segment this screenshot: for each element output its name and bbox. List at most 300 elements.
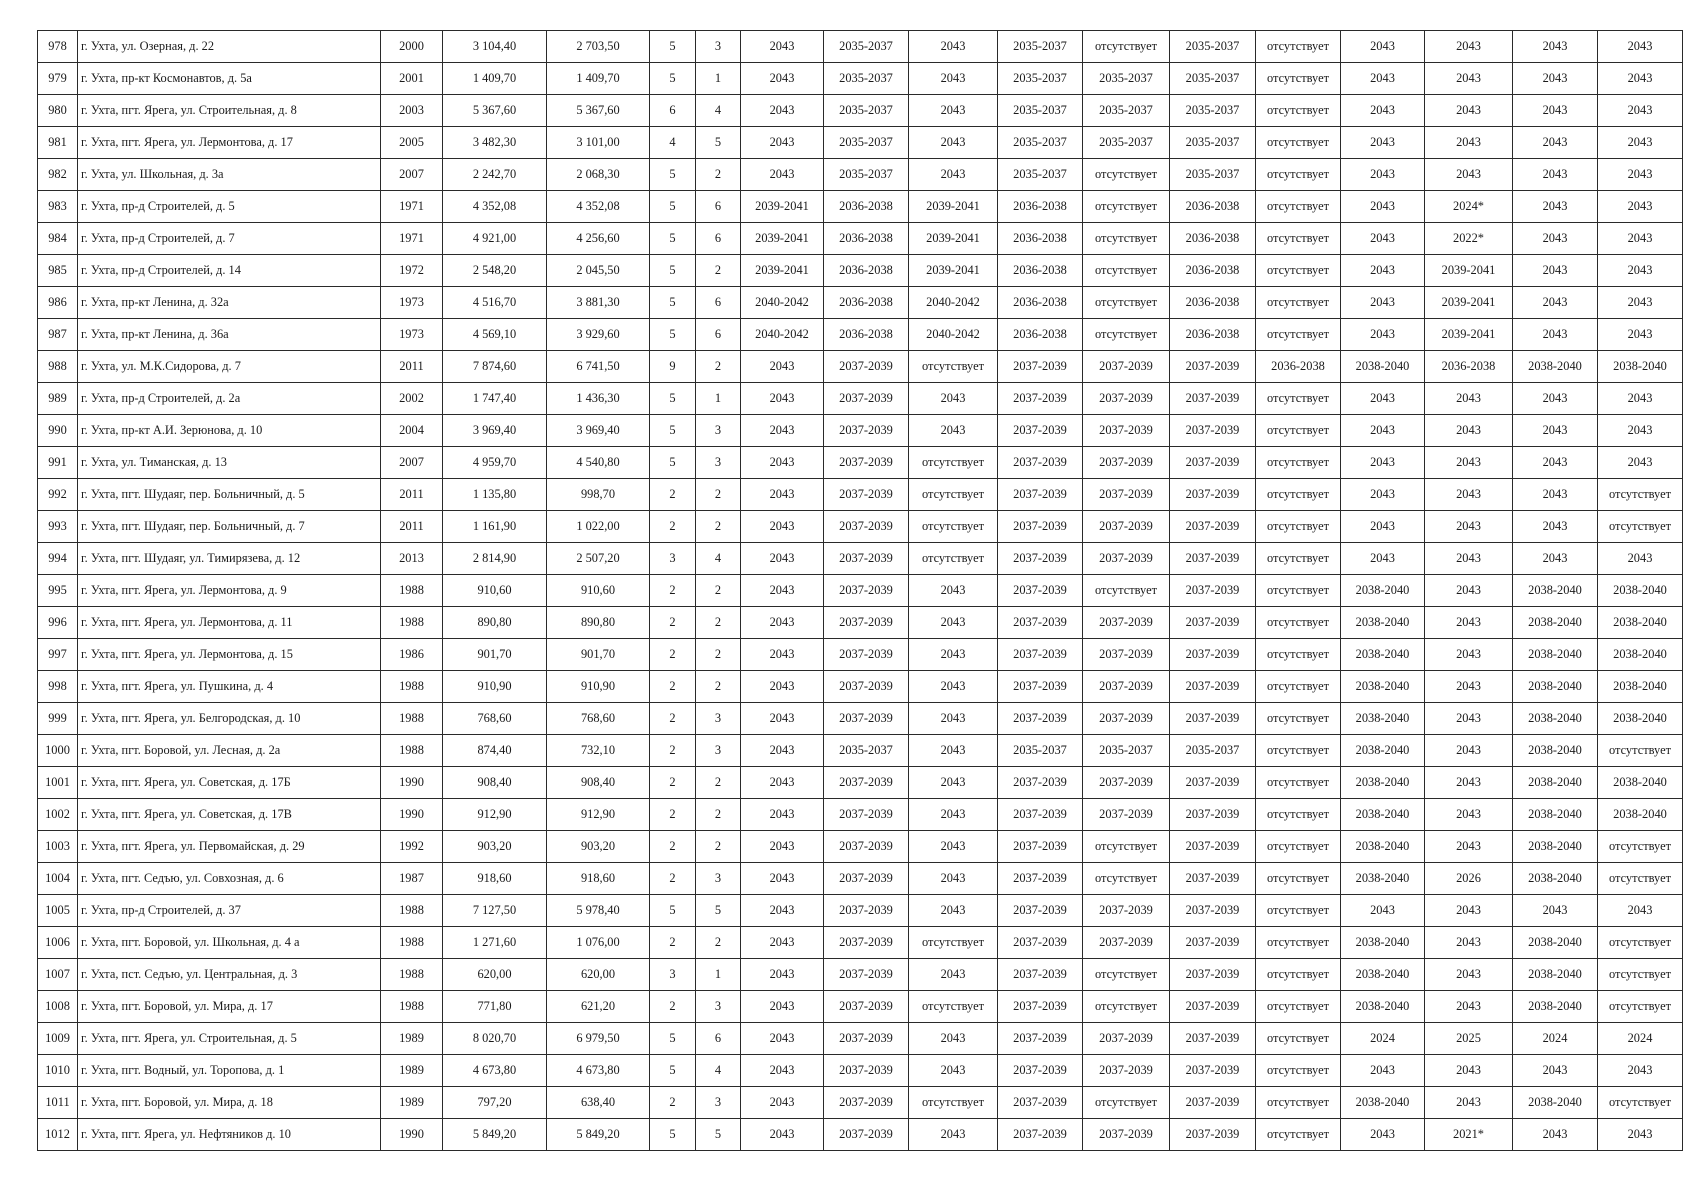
cell-heating-repair-period: отсутствует <box>909 447 998 479</box>
cell-elevator-repair-period: 2043 <box>1425 895 1513 927</box>
cell-hot-water-repair-period: отсутствует <box>1083 31 1170 63</box>
cell-electric-repair-period: 2035-2037 <box>1170 127 1256 159</box>
cell-heating-repair-period: 2043 <box>909 671 998 703</box>
cell-total-area: 797,20 <box>443 1087 547 1119</box>
cell-cold-water-repair-period: 2037-2039 <box>998 383 1083 415</box>
cell-floors: 3 <box>650 959 696 991</box>
cell-facade-repair-period: 2037-2039 <box>824 383 909 415</box>
table-row <box>38 831 1683 863</box>
cell-total-area: 910,60 <box>443 575 547 607</box>
cell-gas-repair-period: отсутствует <box>1256 1087 1341 1119</box>
cell-cold-water-repair-period: 2035-2037 <box>998 159 1083 191</box>
cell-basement-repair-period: 2043 <box>1598 447 1683 479</box>
cell-sewerage-repair-period: 2038-2040 <box>1341 991 1425 1023</box>
cell-elevator-repair-period: 2043 <box>1425 1087 1513 1119</box>
cell-living-area: 1 076,00 <box>547 927 650 959</box>
cell-build-year: 2007 <box>381 447 443 479</box>
cell-heating-repair-period: 2043 <box>909 31 998 63</box>
cell-total-area: 4 516,70 <box>443 287 547 319</box>
cell-total-area: 768,60 <box>443 703 547 735</box>
cell-entrances: 2 <box>696 767 741 799</box>
cell-facade-repair-period: 2036-2038 <box>824 287 909 319</box>
cell-heating-repair-period: 2043 <box>909 127 998 159</box>
cell-sewerage-repair-period: 2043 <box>1341 63 1425 95</box>
cell-build-year: 1989 <box>381 1023 443 1055</box>
cell-row-number: 1001 <box>38 767 78 799</box>
cell-sewerage-repair-period: 2043 <box>1341 1055 1425 1087</box>
cell-total-area: 4 673,80 <box>443 1055 547 1087</box>
cell-elevator-repair-period: 2026 <box>1425 863 1513 895</box>
cell-heating-repair-period: 2043 <box>909 895 998 927</box>
cell-sewerage-repair-period: 2043 <box>1341 319 1425 351</box>
cell-entrances: 6 <box>696 319 741 351</box>
cell-cold-water-repair-period: 2037-2039 <box>998 607 1083 639</box>
cell-entrances: 5 <box>696 127 741 159</box>
cell-total-area: 771,80 <box>443 991 547 1023</box>
cell-gas-repair-period: отсутствует <box>1256 895 1341 927</box>
cell-row-number: 1000 <box>38 735 78 767</box>
cell-sewerage-repair-period: 2038-2040 <box>1341 671 1425 703</box>
cell-hot-water-repair-period: 2037-2039 <box>1083 927 1170 959</box>
cell-gas-repair-period: отсутствует <box>1256 479 1341 511</box>
cell-heating-repair-period: 2043 <box>909 1119 998 1151</box>
cell-electric-repair-period: 2037-2039 <box>1170 831 1256 863</box>
cell-cold-water-repair-period: 2037-2039 <box>998 1119 1083 1151</box>
cell-hot-water-repair-period: 2037-2039 <box>1083 799 1170 831</box>
cell-cold-water-repair-period: 2036-2038 <box>998 255 1083 287</box>
cell-total-area: 918,60 <box>443 863 547 895</box>
cell-total-area: 1 135,80 <box>443 479 547 511</box>
cell-foundation-repair-period: 2038-2040 <box>1513 575 1598 607</box>
cell-electric-repair-period: 2037-2039 <box>1170 959 1256 991</box>
cell-address: г. Ухта, пр-д Строителей, д. 5 <box>78 191 381 223</box>
cell-address: г. Ухта, пгт. Ярега, ул. Лермонтова, д. 9 <box>78 575 381 607</box>
cell-hot-water-repair-period: 2037-2039 <box>1083 479 1170 511</box>
cell-basement-repair-period: 2043 <box>1598 159 1683 191</box>
cell-facade-repair-period: 2037-2039 <box>824 895 909 927</box>
cell-total-area: 2 814,90 <box>443 543 547 575</box>
cell-entrances: 2 <box>696 831 741 863</box>
table-row <box>38 287 1683 319</box>
cell-elevator-repair-period: 2043 <box>1425 607 1513 639</box>
cell-entrances: 2 <box>696 927 741 959</box>
cell-entrances: 4 <box>696 1055 741 1087</box>
cell-elevator-repair-period: 2043 <box>1425 639 1513 671</box>
cell-build-year: 2004 <box>381 415 443 447</box>
cell-roof-repair-period: 2043 <box>741 927 824 959</box>
cell-elevator-repair-period: 2022* <box>1425 223 1513 255</box>
table-row <box>38 799 1683 831</box>
cell-heating-repair-period: 2039-2041 <box>909 255 998 287</box>
cell-elevator-repair-period: 2036-2038 <box>1425 351 1513 383</box>
cell-address: г. Ухта, пгт. Ярега, ул. Строительная, д. 5 <box>78 1023 381 1055</box>
cell-living-area: 3 969,40 <box>547 415 650 447</box>
cell-living-area: 4 352,08 <box>547 191 650 223</box>
table-row <box>38 255 1683 287</box>
cell-sewerage-repair-period: 2038-2040 <box>1341 607 1425 639</box>
cell-electric-repair-period: 2037-2039 <box>1170 703 1256 735</box>
cell-basement-repair-period: 2043 <box>1598 95 1683 127</box>
cell-entrances: 1 <box>696 959 741 991</box>
cell-electric-repair-period: 2035-2037 <box>1170 95 1256 127</box>
cell-build-year: 2003 <box>381 95 443 127</box>
cell-heating-repair-period: 2043 <box>909 1023 998 1055</box>
cell-living-area: 4 256,60 <box>547 223 650 255</box>
cell-address: г. Ухта, пгт. Седъю, ул. Совхозная, д. 6 <box>78 863 381 895</box>
cell-address: г. Ухта, пр-кт Ленина, д. 36а <box>78 319 381 351</box>
cell-total-area: 901,70 <box>443 639 547 671</box>
cell-foundation-repair-period: 2043 <box>1513 1055 1598 1087</box>
cell-address: г. Ухта, ул. М.К.Сидорова, д. 7 <box>78 351 381 383</box>
cell-living-area: 5 978,40 <box>547 895 650 927</box>
cell-row-number: 997 <box>38 639 78 671</box>
cell-sewerage-repair-period: 2038-2040 <box>1341 831 1425 863</box>
cell-cold-water-repair-period: 2037-2039 <box>998 767 1083 799</box>
cell-cold-water-repair-period: 2037-2039 <box>998 543 1083 575</box>
cell-build-year: 1988 <box>381 895 443 927</box>
table-row <box>38 671 1683 703</box>
cell-row-number: 1005 <box>38 895 78 927</box>
cell-total-area: 1 409,70 <box>443 63 547 95</box>
cell-gas-repair-period: отсутствует <box>1256 543 1341 575</box>
cell-elevator-repair-period: 2043 <box>1425 735 1513 767</box>
cell-row-number: 988 <box>38 351 78 383</box>
cell-hot-water-repair-period: отсутствует <box>1083 863 1170 895</box>
cell-build-year: 2011 <box>381 479 443 511</box>
cell-build-year: 2011 <box>381 351 443 383</box>
cell-address: г. Ухта, пгт. Ярега, ул. Лермонтова, д. 11 <box>78 607 381 639</box>
cell-elevator-repair-period: 2043 <box>1425 543 1513 575</box>
cell-total-area: 2 548,20 <box>443 255 547 287</box>
cell-facade-repair-period: 2037-2039 <box>824 575 909 607</box>
cell-gas-repair-period: отсутствует <box>1256 1023 1341 1055</box>
cell-total-area: 2 242,70 <box>443 159 547 191</box>
cell-basement-repair-period: 2043 <box>1598 63 1683 95</box>
cell-basement-repair-period: 2043 <box>1598 543 1683 575</box>
cell-elevator-repair-period: 2043 <box>1425 383 1513 415</box>
cell-entrances: 6 <box>696 223 741 255</box>
cell-build-year: 1989 <box>381 1055 443 1087</box>
cell-address: г. Ухта, пр-д Строителей, д. 2а <box>78 383 381 415</box>
cell-address: г. Ухта, пгт. Боровой, ул. Мира, д. 18 <box>78 1087 381 1119</box>
cell-heating-repair-period: 2040-2042 <box>909 287 998 319</box>
cell-hot-water-repair-period: отсутствует <box>1083 223 1170 255</box>
cell-roof-repair-period: 2043 <box>741 799 824 831</box>
cell-living-area: 3 881,30 <box>547 287 650 319</box>
cell-foundation-repair-period: 2043 <box>1513 543 1598 575</box>
cell-living-area: 5 849,20 <box>547 1119 650 1151</box>
table-row <box>38 95 1683 127</box>
cell-foundation-repair-period: 2043 <box>1513 415 1598 447</box>
cell-cold-water-repair-period: 2037-2039 <box>998 927 1083 959</box>
cell-foundation-repair-period: 2038-2040 <box>1513 351 1598 383</box>
cell-entrances: 3 <box>696 863 741 895</box>
cell-floors: 2 <box>650 671 696 703</box>
cell-living-area: 5 367,60 <box>547 95 650 127</box>
cell-basement-repair-period: 2038-2040 <box>1598 703 1683 735</box>
cell-gas-repair-period: отсутствует <box>1256 703 1341 735</box>
cell-entrances: 2 <box>696 607 741 639</box>
cell-living-area: 1 436,30 <box>547 383 650 415</box>
cell-heating-repair-period: 2043 <box>909 831 998 863</box>
table-row <box>38 575 1683 607</box>
cell-roof-repair-period: 2043 <box>741 1055 824 1087</box>
cell-gas-repair-period: отсутствует <box>1256 767 1341 799</box>
cell-cold-water-repair-period: 2035-2037 <box>998 31 1083 63</box>
table-row <box>38 1055 1683 1087</box>
cell-floors: 2 <box>650 639 696 671</box>
cell-cold-water-repair-period: 2036-2038 <box>998 287 1083 319</box>
cell-hot-water-repair-period: 2037-2039 <box>1083 671 1170 703</box>
cell-living-area: 908,40 <box>547 767 650 799</box>
table-row <box>38 351 1683 383</box>
cell-living-area: 910,60 <box>547 575 650 607</box>
cell-foundation-repair-period: 2038-2040 <box>1513 831 1598 863</box>
cell-facade-repair-period: 2036-2038 <box>824 255 909 287</box>
table-row <box>38 447 1683 479</box>
cell-electric-repair-period: 2036-2038 <box>1170 191 1256 223</box>
cell-cold-water-repair-period: 2037-2039 <box>998 479 1083 511</box>
cell-elevator-repair-period: 2043 <box>1425 767 1513 799</box>
cell-elevator-repair-period: 2039-2041 <box>1425 255 1513 287</box>
cell-roof-repair-period: 2040-2042 <box>741 287 824 319</box>
cell-facade-repair-period: 2037-2039 <box>824 959 909 991</box>
cell-row-number: 1011 <box>38 1087 78 1119</box>
cell-build-year: 1988 <box>381 735 443 767</box>
cell-address: г. Ухта, пгт. Шудаяг, пер. Больничный, д. 7 <box>78 511 381 543</box>
cell-electric-repair-period: 2036-2038 <box>1170 255 1256 287</box>
cell-facade-repair-period: 2037-2039 <box>824 767 909 799</box>
cell-hot-water-repair-period: 2037-2039 <box>1083 383 1170 415</box>
cell-address: г. Ухта, пгт. Боровой, ул. Школьная, д. 4 а <box>78 927 381 959</box>
cell-elevator-repair-period: 2043 <box>1425 831 1513 863</box>
cell-hot-water-repair-period: 2037-2039 <box>1083 639 1170 671</box>
cell-row-number: 991 <box>38 447 78 479</box>
cell-basement-repair-period: 2024 <box>1598 1023 1683 1055</box>
cell-build-year: 2002 <box>381 383 443 415</box>
cell-sewerage-repair-period: 2038-2040 <box>1341 639 1425 671</box>
cell-sewerage-repair-period: 2038-2040 <box>1341 351 1425 383</box>
cell-roof-repair-period: 2043 <box>741 575 824 607</box>
cell-floors: 2 <box>650 927 696 959</box>
cell-elevator-repair-period: 2043 <box>1425 575 1513 607</box>
cell-electric-repair-period: 2035-2037 <box>1170 31 1256 63</box>
table-row <box>38 511 1683 543</box>
cell-gas-repair-period: отсутствует <box>1256 415 1341 447</box>
cell-basement-repair-period: 2038-2040 <box>1598 799 1683 831</box>
cell-foundation-repair-period: 2024 <box>1513 1023 1598 1055</box>
cell-elevator-repair-period: 2043 <box>1425 127 1513 159</box>
cell-floors: 5 <box>650 1023 696 1055</box>
cell-cold-water-repair-period: 2037-2039 <box>998 959 1083 991</box>
cell-total-area: 908,40 <box>443 767 547 799</box>
cell-facade-repair-period: 2037-2039 <box>824 511 909 543</box>
cell-living-area: 3 929,60 <box>547 319 650 351</box>
cell-basement-repair-period: 2043 <box>1598 255 1683 287</box>
cell-roof-repair-period: 2043 <box>741 95 824 127</box>
cell-hot-water-repair-period: отсутствует <box>1083 287 1170 319</box>
cell-sewerage-repair-period: 2043 <box>1341 1119 1425 1151</box>
cell-heating-repair-period: 2043 <box>909 575 998 607</box>
cell-row-number: 1006 <box>38 927 78 959</box>
cell-entrances: 6 <box>696 191 741 223</box>
cell-build-year: 1973 <box>381 287 443 319</box>
cell-address: г. Ухта, пгт. Водный, ул. Торопова, д. 1 <box>78 1055 381 1087</box>
cell-cold-water-repair-period: 2037-2039 <box>998 1023 1083 1055</box>
table-row <box>38 1119 1683 1151</box>
cell-roof-repair-period: 2043 <box>741 447 824 479</box>
cell-facade-repair-period: 2035-2037 <box>824 95 909 127</box>
cell-total-area: 874,40 <box>443 735 547 767</box>
cell-heating-repair-period: отсутствует <box>909 927 998 959</box>
table-row <box>38 607 1683 639</box>
cell-basement-repair-period: 2038-2040 <box>1598 671 1683 703</box>
cell-roof-repair-period: 2043 <box>741 863 824 895</box>
cell-hot-water-repair-period: 2037-2039 <box>1083 895 1170 927</box>
cell-total-area: 1 747,40 <box>443 383 547 415</box>
table-row <box>38 703 1683 735</box>
cell-foundation-repair-period: 2043 <box>1513 287 1598 319</box>
cell-elevator-repair-period: 2024* <box>1425 191 1513 223</box>
cell-row-number: 981 <box>38 127 78 159</box>
cell-entrances: 3 <box>696 735 741 767</box>
cell-gas-repair-period: отсутствует <box>1256 383 1341 415</box>
cell-elevator-repair-period: 2043 <box>1425 1055 1513 1087</box>
cell-hot-water-repair-period: 2037-2039 <box>1083 511 1170 543</box>
cell-total-area: 620,00 <box>443 959 547 991</box>
cell-address: г. Ухта, пгт. Боровой, ул. Мира, д. 17 <box>78 991 381 1023</box>
cell-facade-repair-period: 2037-2039 <box>824 607 909 639</box>
cell-row-number: 1007 <box>38 959 78 991</box>
cell-row-number: 995 <box>38 575 78 607</box>
cell-address: г. Ухта, пгт. Ярега, ул. Первомайская, д. 29 <box>78 831 381 863</box>
cell-entrances: 2 <box>696 351 741 383</box>
cell-address: г. Ухта, пр-кт Космонавтов, д. 5а <box>78 63 381 95</box>
cell-build-year: 1988 <box>381 927 443 959</box>
cell-build-year: 1988 <box>381 703 443 735</box>
cell-floors: 5 <box>650 191 696 223</box>
table-row <box>38 767 1683 799</box>
cell-roof-repair-period: 2043 <box>741 383 824 415</box>
cell-heating-repair-period: 2039-2041 <box>909 191 998 223</box>
cell-entrances: 3 <box>696 415 741 447</box>
cell-cold-water-repair-period: 2037-2039 <box>998 1055 1083 1087</box>
cell-row-number: 1012 <box>38 1119 78 1151</box>
cell-hot-water-repair-period: 2037-2039 <box>1083 703 1170 735</box>
cell-sewerage-repair-period: 2043 <box>1341 447 1425 479</box>
cell-build-year: 1990 <box>381 799 443 831</box>
cell-living-area: 732,10 <box>547 735 650 767</box>
cell-roof-repair-period: 2043 <box>741 415 824 447</box>
cell-cold-water-repair-period: 2037-2039 <box>998 575 1083 607</box>
cell-total-area: 7 127,50 <box>443 895 547 927</box>
cell-foundation-repair-period: 2043 <box>1513 895 1598 927</box>
cell-gas-repair-period: отсутствует <box>1256 1119 1341 1151</box>
cell-elevator-repair-period: 2043 <box>1425 31 1513 63</box>
cell-hot-water-repair-period: отсутствует <box>1083 831 1170 863</box>
cell-cold-water-repair-period: 2037-2039 <box>998 863 1083 895</box>
cell-sewerage-repair-period: 2043 <box>1341 511 1425 543</box>
cell-row-number: 1009 <box>38 1023 78 1055</box>
cell-entrances: 3 <box>696 1087 741 1119</box>
cell-build-year: 1986 <box>381 639 443 671</box>
cell-facade-repair-period: 2035-2037 <box>824 127 909 159</box>
cell-facade-repair-period: 2037-2039 <box>824 1023 909 1055</box>
table-row <box>38 543 1683 575</box>
cell-living-area: 2 068,30 <box>547 159 650 191</box>
cell-basement-repair-period: 2043 <box>1598 1119 1683 1151</box>
cell-electric-repair-period: 2037-2039 <box>1170 671 1256 703</box>
cell-basement-repair-period: отсутствует <box>1598 927 1683 959</box>
cell-hot-water-repair-period: отсутствует <box>1083 1087 1170 1119</box>
cell-basement-repair-period: 2043 <box>1598 319 1683 351</box>
cell-electric-repair-period: 2035-2037 <box>1170 63 1256 95</box>
cell-electric-repair-period: 2036-2038 <box>1170 287 1256 319</box>
cell-sewerage-repair-period: 2043 <box>1341 127 1425 159</box>
cell-entrances: 2 <box>696 479 741 511</box>
cell-foundation-repair-period: 2043 <box>1513 95 1598 127</box>
cell-gas-repair-period: отсутствует <box>1256 927 1341 959</box>
cell-cold-water-repair-period: 2037-2039 <box>998 895 1083 927</box>
cell-build-year: 1992 <box>381 831 443 863</box>
cell-living-area: 768,60 <box>547 703 650 735</box>
cell-foundation-repair-period: 2043 <box>1513 63 1598 95</box>
cell-roof-repair-period: 2043 <box>741 991 824 1023</box>
cell-heating-repair-period: 2043 <box>909 703 998 735</box>
cell-facade-repair-period: 2037-2039 <box>824 479 909 511</box>
cell-basement-repair-period: 2038-2040 <box>1598 767 1683 799</box>
cell-floors: 2 <box>650 863 696 895</box>
cell-row-number: 1008 <box>38 991 78 1023</box>
table-row <box>38 319 1683 351</box>
cell-build-year: 1973 <box>381 319 443 351</box>
cell-build-year: 2013 <box>381 543 443 575</box>
cell-row-number: 1010 <box>38 1055 78 1087</box>
cell-cold-water-repair-period: 2037-2039 <box>998 703 1083 735</box>
cell-entrances: 3 <box>696 991 741 1023</box>
cell-living-area: 903,20 <box>547 831 650 863</box>
cell-foundation-repair-period: 2043 <box>1513 479 1598 511</box>
cell-roof-repair-period: 2043 <box>741 735 824 767</box>
cell-foundation-repair-period: 2043 <box>1513 127 1598 159</box>
cell-sewerage-repair-period: 2043 <box>1341 31 1425 63</box>
cell-electric-repair-period: 2036-2038 <box>1170 223 1256 255</box>
cell-total-area: 1 271,60 <box>443 927 547 959</box>
cell-living-area: 4 540,80 <box>547 447 650 479</box>
cell-facade-repair-period: 2037-2039 <box>824 415 909 447</box>
cell-facade-repair-period: 2037-2039 <box>824 863 909 895</box>
cell-foundation-repair-period: 2038-2040 <box>1513 735 1598 767</box>
cell-hot-water-repair-period: 2037-2039 <box>1083 1023 1170 1055</box>
cell-address: г. Ухта, ул. Школьная, д. 3а <box>78 159 381 191</box>
cell-foundation-repair-period: 2038-2040 <box>1513 1087 1598 1119</box>
cell-floors: 4 <box>650 127 696 159</box>
cell-gas-repair-period: отсутствует <box>1256 255 1341 287</box>
cell-total-area: 4 352,08 <box>443 191 547 223</box>
cell-floors: 9 <box>650 351 696 383</box>
cell-foundation-repair-period: 2043 <box>1513 319 1598 351</box>
cell-basement-repair-period: 2043 <box>1598 191 1683 223</box>
cell-cold-water-repair-period: 2036-2038 <box>998 319 1083 351</box>
cell-entrances: 5 <box>696 1119 741 1151</box>
cell-living-area: 1 409,70 <box>547 63 650 95</box>
cell-hot-water-repair-period: отсутствует <box>1083 575 1170 607</box>
cell-heating-repair-period: 2043 <box>909 95 998 127</box>
cell-gas-repair-period: отсутствует <box>1256 287 1341 319</box>
cell-build-year: 2011 <box>381 511 443 543</box>
cell-cold-water-repair-period: 2037-2039 <box>998 639 1083 671</box>
cell-total-area: 890,80 <box>443 607 547 639</box>
